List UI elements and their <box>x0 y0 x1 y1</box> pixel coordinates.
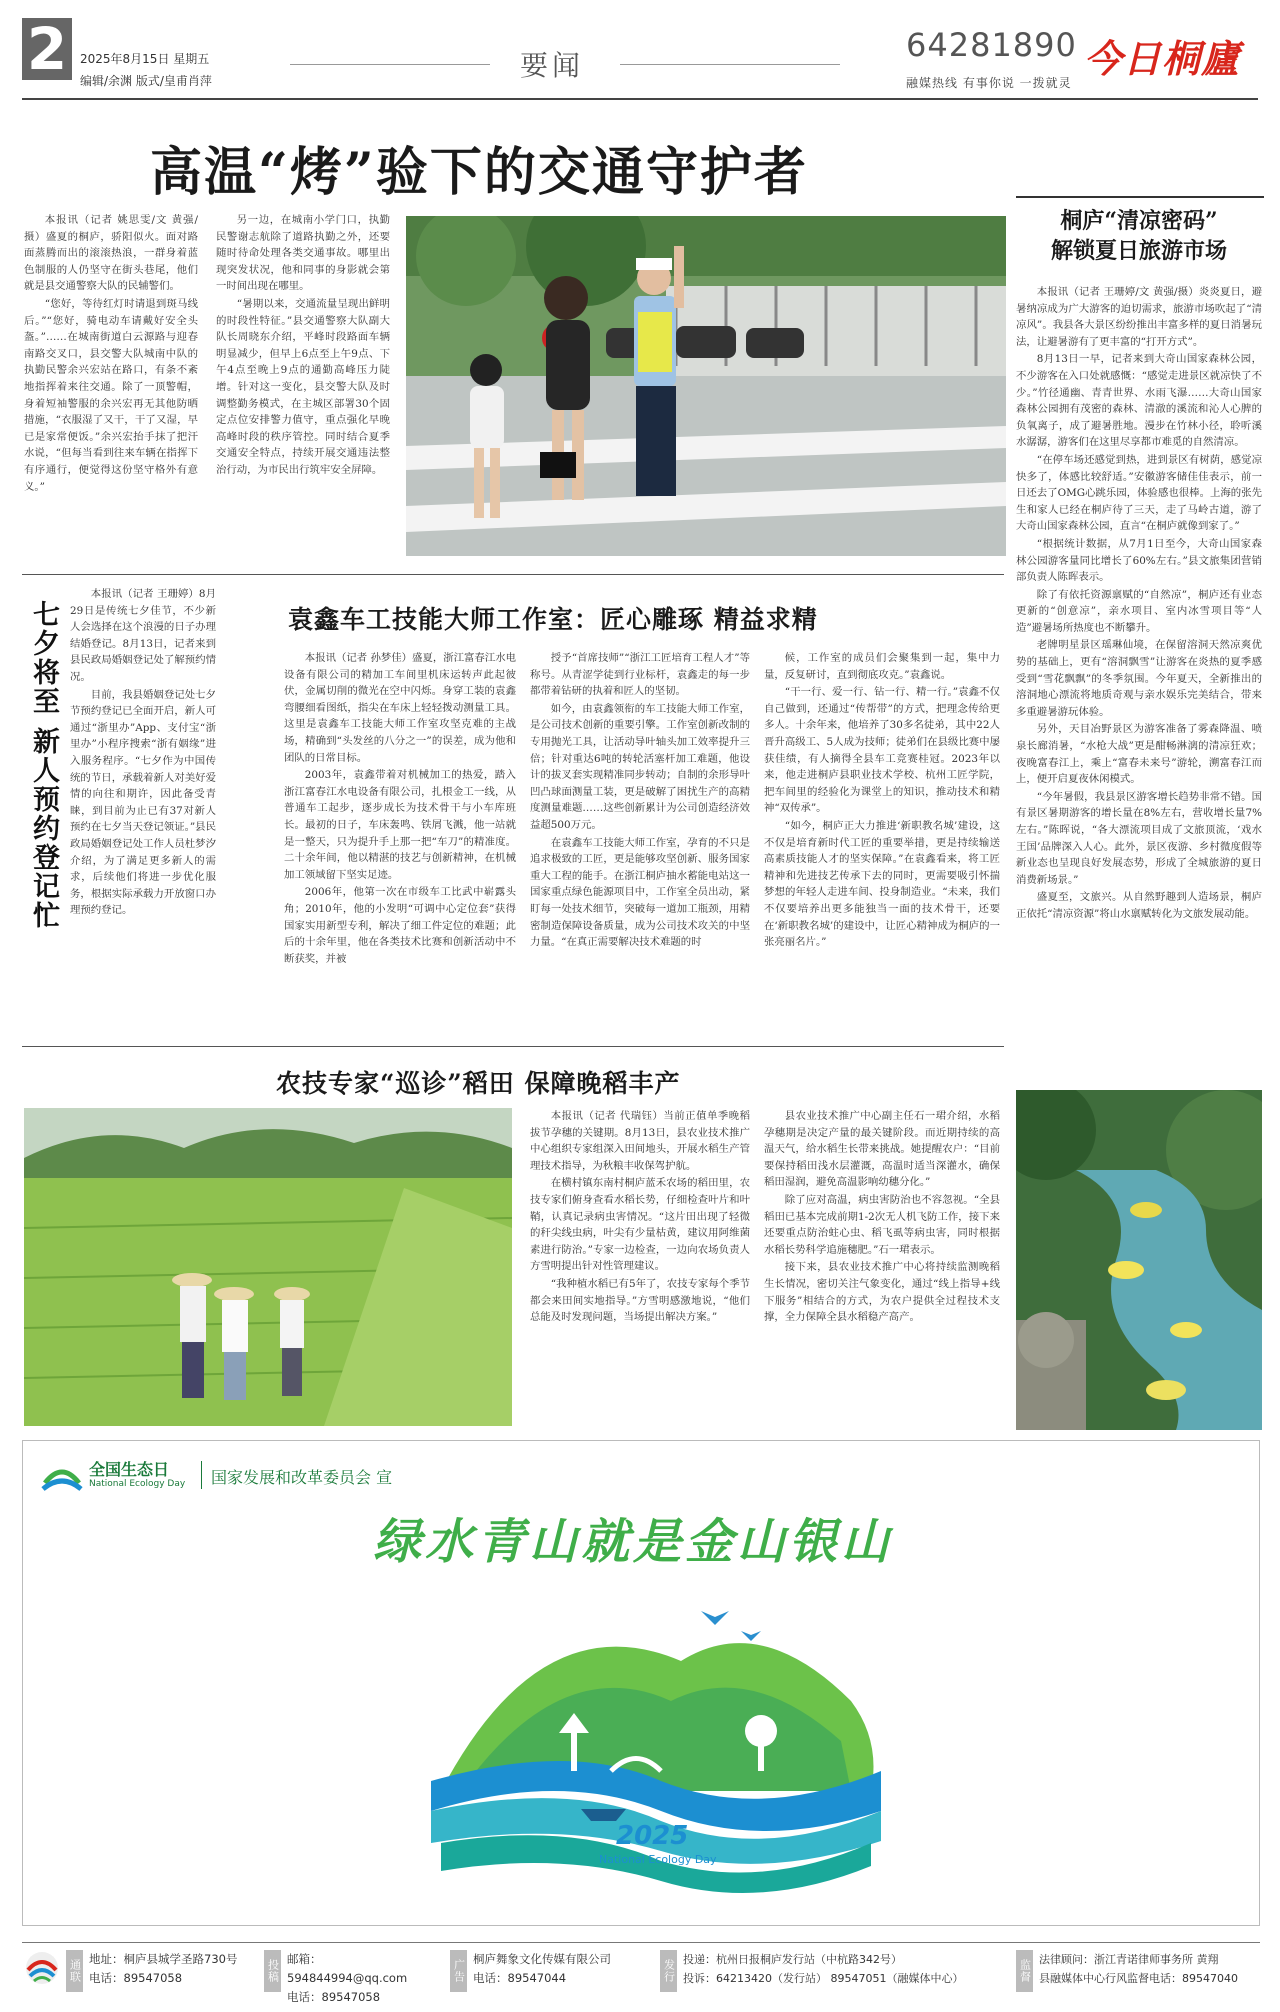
paragraph: 接下来，县农业技术推广中心将持续监测晚稻生长情况，密切关注气象变化，通过“线上指导+线下服务”相结合的方式，为农户提供全过程技术支撑，全力保障全县水稻稳产高产。 <box>764 1261 1000 1324</box>
paragraph: 另外，天目冶野景区为游客准备了雾森降温、喷泉长廊消暑，“水枪大战”更是酣畅淋漓的清凉狂欢；夜晚富春江上，乘上“富春未来号”游轮，溯富春江而上，便开启夏夜休闲模式。 <box>1016 723 1262 786</box>
paragraph: 老牌明星景区瑶琳仙境，在保留溶洞天然凉爽优势的基础上，更有“溶洞飘雪”让游客在炎热的夏季感受到“雪花飘飘”的冬季氛围。今年夏天，全新推出的溶洞地心漂流将地质奇观与亲水娱乐完美结合，带来多重避暑游玩体验。 <box>1016 639 1262 718</box>
paper-logo: 今日桐廬 <box>1084 36 1241 81</box>
paragraph: 在横村镇东南村桐庐蓝禾农场的稻田里，农技专家们俯身查看水稻长势，仔细检查叶片和叶鞘，认真记录病虫害情况。“这片田出现了轻微的秆尖线虫病，叶尖有少量枯黄，建议用阿维菌素进行防治。”专家一边检查，一边向农场负责人方雪明提出针对性管理建议。 <box>530 1177 750 1273</box>
issue-date: 2025年8月15日 星期五 <box>80 52 210 66</box>
page-number: 2 <box>22 18 72 80</box>
paragraph: 本报讯（记者 王珊婷）8月29日是传统七夕佳节，不少新人会选择在这个浪漫的日子办理结婚登记。8月13日，记者来到县民政局婚姻登记处了解预约情况。 <box>70 588 216 683</box>
paragraph: “根据统计数据，从7月1日至今，大奇山国家森林公园游客量同比增长了60%左右。”县文旅集团营销部负责人陈晖表示。 <box>1016 537 1262 584</box>
paragraph: 本报讯（记者 姚思雯/文 黄强/摄）盛夏的桐庐，骄阳似火。面对路面蒸腾而出的滚滚热浪，一群身着蓝色制服的人仍坚守在街头巷尾，他们就是县交通警察大队的民辅警们。 <box>24 214 198 293</box>
paragraph: “干一行、爱一行、钻一行、精一行。”袁鑫不仅自己做到，还通过“传帮带”的方式，把理念传给更多人。十余年来，他培养了30多名徒弟，其中22人晋升高级工、5人成为技师；徒弟们在县级比赛中屡获佳绩，有人摘得全县车工竞赛桂冠。2023年以来，他走进桐庐县职业技术学校、杭州工匠学院，把车间里的经验化为课堂上的知识，推动技术和精神“双传承”。 <box>764 686 1000 815</box>
ad-sponsor: 国家发展和改革委员会 宣 <box>211 1468 393 1487</box>
craft-col-2 <box>530 650 750 1040</box>
footer-cell: 监督 法律顾问：浙江青诺律师事务所 黄翔 县融媒体中心行风监督电话：89547040 <box>1016 1950 1266 2007</box>
ecology-logo-icon <box>41 1459 83 1495</box>
paragraph: 授予“首席技师”“浙江工匠培育工程人才”等称号。从青涩学徒到行业标杆，袁鑫走的每一步都带着钻研的执着和匠人的坚韧。 <box>530 652 750 698</box>
paragraph: 另一边，在城南小学门口，执勤民警谢志航除了道路执勤之外，还要随时待命处理各类交通事故。哪里出现突发状况，他和同事的身影就会第一时间出现在哪里。 <box>216 214 390 293</box>
paragraph: 县农业技术推广中心副主任石一珺介绍，水稻孕穗期是决定产量的最关键阶段。而近期持续的高温天气，给水稻生长带来挑战。她提醒农户：“目前要保持稻田浅水层灌溉，高温时适当深灌水，确保稻田湿润，避免高温影响幼穗分化。” <box>764 1110 1000 1189</box>
side-story-body <box>1016 284 1262 1070</box>
vertical-story-body <box>70 586 216 1036</box>
footer-cell: 通联 地址：桐庐县城学圣路730号 电话：89547058 <box>66 1950 254 2007</box>
paragraph: 如今，由袁鑫领衔的车工技能大师工作室，是公司技术创新的重要引擎。工作室创新改制的专用抛光工具，让活动导叶轴头加工效率提升三倍；针对重达6吨的转轮活塞杆加工难题，他设计的拔叉套实现精准同步转动；自制的余形导叶凹凸球面测量工装，更是破解了困扰生产的高精度测量难题……这些创新累计为公司创造经济效益超500万元。 <box>530 702 750 831</box>
rafting-photo <box>1016 1090 1262 1430</box>
rice-col-1 <box>530 1108 750 1426</box>
paragraph: 除了有依托资源禀赋的“自然凉”，桐庐还有业态更新的“创意凉”，亲水项目、室内冰雪项目等“人造”避暑场所热度也不断攀升。 <box>1016 588 1262 634</box>
paragraph: 本报讯（记者 王珊婷/文 黄强/摄）炎炎夏日，避暑纳凉成为广大游客的迫切需求，旅游市场吹起了“清凉风”。我县各大景区纷纷推出丰富多样的夏日消暑玩法，让避暑游有了更丰富的“打开方式”。 <box>1016 286 1262 348</box>
lead-col-1 <box>24 212 198 564</box>
rice-field-photo <box>24 1108 512 1426</box>
craft-col-1 <box>284 650 516 1040</box>
footer-cell: 投稿 邮箱：594844994@qq.com 电话：89547058 <box>264 1950 440 2007</box>
craft-col-3 <box>764 650 1000 1040</box>
paragraph: 2003年，袁鑫带着对机械加工的热爱，踏入浙江富春江水电设备有限公司，扎根金工一线，从普通车工起步，逐步成长为技术骨干与小车库班长。最初的日子，车床轰鸣、铁屑飞溅，他一站就是一整天，只为提升手上那一把“车刀”的精准度。二十余年间，他以精湛的技艺与创新精神，在机械加工领域留下坚实足迹。 <box>284 769 516 881</box>
editor-credits: 编辑/余渊 版式/皇甫肖萍 <box>80 74 212 88</box>
paragraph: “暑期以来，交通流量呈现出鲜明的时段性特征。”县交通警察大队副大队长周晓东介绍，平峰时段路面车辆明显减少，但早上6点至上午9点、下午4点至晚上9点的通勤高峰压力陡增。针对这一变化，县交警大队及时调整勤务模式，在主城区部署30个固定点位安排警力值守，重点强化早晚高峰时段的秩序管控。同时结合夏季交通安全特点，持续开展交通违法整治行动，为市民出行筑牢安全屏障。 <box>216 297 390 476</box>
paragraph: 目前，我县婚姻登记处七夕节预约登记已全面开启，新人可通过“浙里办”App、支付宝“浙里办”小程序搜索“浙有姻缘”进入服务程序。“七夕作为中国传统的节日，承载着新人对美好爱情的向往和期许，因此备受青睐，到目前为止已有37对新人预约在七夕当天登记领证。”县民政局婚姻登记处工作人员杜梦汐介绍，为了满足更多新人的需求，后续他们将进一步优化服务，根据实际承载力开放窗口办理预约登记。 <box>70 688 216 917</box>
paragraph: 除了应对高温，病虫害防治也不容忽视。“全县稻田已基本完成前期1-2次无人机飞防工作，接下来还要重点防治蛀心虫、稻飞虱等病虫害，同时根据水稻长势科学追施穗肥。”石一珺表示。 <box>764 1193 1000 1256</box>
media-center-logo-icon <box>24 1950 60 1986</box>
lead-col-2 <box>216 212 390 564</box>
footer-cell: 发行 投递：杭州日报桐庐发行站（中杭路342号） 投诉：64213420（发行站） 89547051（融媒体中心） <box>660 1950 1006 2007</box>
hotline-slogan: 融媒热线 有事你说 一拨就灵 <box>906 76 1072 90</box>
craft-headline: 袁鑫车工技能大师工作室：匠心雕琢 精益求精 <box>288 605 818 634</box>
ad-logo-cn: 全国生态日 <box>89 1460 170 1479</box>
section-title: 要闻 <box>520 49 585 82</box>
traffic-police-photo <box>406 216 1006 556</box>
paragraph: “今年暑假，我县景区游客增长趋势非常不错。国有景区暑期游客的增长量在8%左右，营收增长量7%左右。”陈晖说，“各大漂流项目成了文旅顶流，‘戏水王国’品牌深入人心。此外，景区夜游、乡村微度假等新业态也呈现良好发展态势，形成了全城旅游的夏日消费新场景。” <box>1016 790 1262 886</box>
vertical-headline: 七夕将至 新人预约登记忙 <box>28 600 59 931</box>
footer-info <box>66 1950 1266 2007</box>
ad-year: 2025 <box>616 1821 689 1851</box>
footer-cell: 广告 桐庐舞象文化传媒有限公司 电话：89547044 <box>450 1950 650 2007</box>
ad-year-caption: National Ecology Day <box>599 1853 717 1866</box>
rice-col-2 <box>764 1108 1000 1426</box>
ecology-day-ad <box>22 1440 1260 1926</box>
side-headline: 桐庐“清凉密码” 解锁夏日旅游市场 <box>1050 208 1227 264</box>
rice-headline: 农技专家“巡诊”稻田 保障晚稻丰产 <box>276 1069 681 1098</box>
paragraph: 候，工作室的成员们会聚集到一起，集中力量，反复研讨，直到彻底攻克。”袁鑫说。 <box>764 652 1000 681</box>
paragraph: 在袁鑫车工技能大师工作室，孕育的不只是追求极致的工匠，更是能够攻坚创新、服务国家重大工程的能手。在浙江桐庐抽水蓄能电站这一国家重点绿色能源项目中，工作室全员出动，紧盯每一处技术细节，突破每一道加工瓶颈，用精密制造保障设备质量，成为公司技术攻关的中坚力量。“在真正需要解决技术难题的时 <box>530 836 750 949</box>
paragraph: 本报讯（记者 代瑞钰）当前正值单季晚稻拔节孕穗的关键期。8月13日，县农业技术推广中心组织专家组深入田间地头，开展水稻生产管理技术指导，为秋粮丰收保驾护航。 <box>530 1110 750 1172</box>
lead-headline: 高温“烤”验下的交通守护者 <box>150 142 808 203</box>
paragraph: 本报讯（记者 孙梦佳）盛夏，浙江富春江水电设备有限公司的精加工车间里机床运转声此起彼伏，金属切削的微光在空中闪烁。身穿工装的袁鑫弯腰细看图纸，指尖在车床上轻轻拨动测量工具。这里是袁鑫车工技能大师工作室攻坚克难的主战场，精确到“头发丝的八分之一”的误差，成为他和团队的日常目标。 <box>284 652 516 764</box>
paragraph: 8月13日一早，记者来到大奇山国家森林公园，不少游客在入口处就感慨：“感觉走进景区就凉快了不少。”竹径通幽、青青世界、水雨飞瀑……大奇山国家森林公园拥有茂密的森林、清澈的溪流和沁人心脾的负氧离子，成了避暑胜地。漫步在竹林小径，聆听溪水潺潺，游客们在这里尽享都市难觅的自然清凉。 <box>1016 353 1262 449</box>
paragraph: “我种植水稻已有5年了，农技专家每个季节都会来田间实地指导。”方雪明感激地说，“他们总能及时发现问题，当场提出解决方案。” <box>530 1277 750 1324</box>
paragraph: 盛夏至，文旅兴。从自然野趣到人造场景，桐庐正依托“清凉资源”将山水禀赋转化为文旅发展动能。 <box>1016 891 1262 920</box>
ad-slogan: 绿水青山就是金山银山 <box>373 1514 894 1570</box>
paragraph: “如今，桐庐正大力推进‘新职教名城’建设，这不仅是培育新时代工匠的重要举措，更是持续输送高素质技能人才的坚实保障。”在袁鑫看来，将工匠精神和先进技艺传承下去的同时，更需要吸引怀揣梦想的年轻人走进车间、投身制造业。“未来，我们不仅要培养出更多能独当一面的技术骨干，还要在‘新职教名城’的建设中，让匠心精神成为桐庐的一张亮丽名片。” <box>764 819 1000 949</box>
hotline-number: 64281890 <box>906 26 1077 64</box>
ad-logo-en: National Ecology Day <box>89 1479 186 1489</box>
paragraph: 2006年，他第一次在市级车工比武中崭露头角；2010年，他的小发明“可调中心定位套”获得国家实用新型专利，解决了细工件定位的难题；此后的十余年里，他在各类技术比赛和创新活动中不断获奖，并被 <box>284 886 516 965</box>
paragraph: “您好，等待红灯时请退到斑马线后。”“您好，骑电动车请戴好安全头盔。”……在城南街道白云源路与迎春南路交叉口，县交警大队城南中队的执勤民警余兴宏站在路口，有条不紊地指挥着来往交通。除了一顶警帽，身着短袖警服的余兴宏再无其他防晒措施，“衣服湿了又干，干了又湿，早已是家常便饭。”余兴宏抬手抹了把汗水说，“但每当看到往来车辆在指挥下有序通行，便觉得这份坚守格外有意义。” <box>24 297 198 493</box>
paragraph: “在停车场还感觉到热，进到景区有树荫，感觉凉快多了，体感比较舒适。”安徽游客储佳佳表示，前一日还去了OMG心跳乐园，体验感也很棒。上海的张先生和家人已经在桐庐待了三天，走了马岭古道，游了大奇山国家森林公园，直言“在桐庐就像到家了。” <box>1016 453 1262 533</box>
